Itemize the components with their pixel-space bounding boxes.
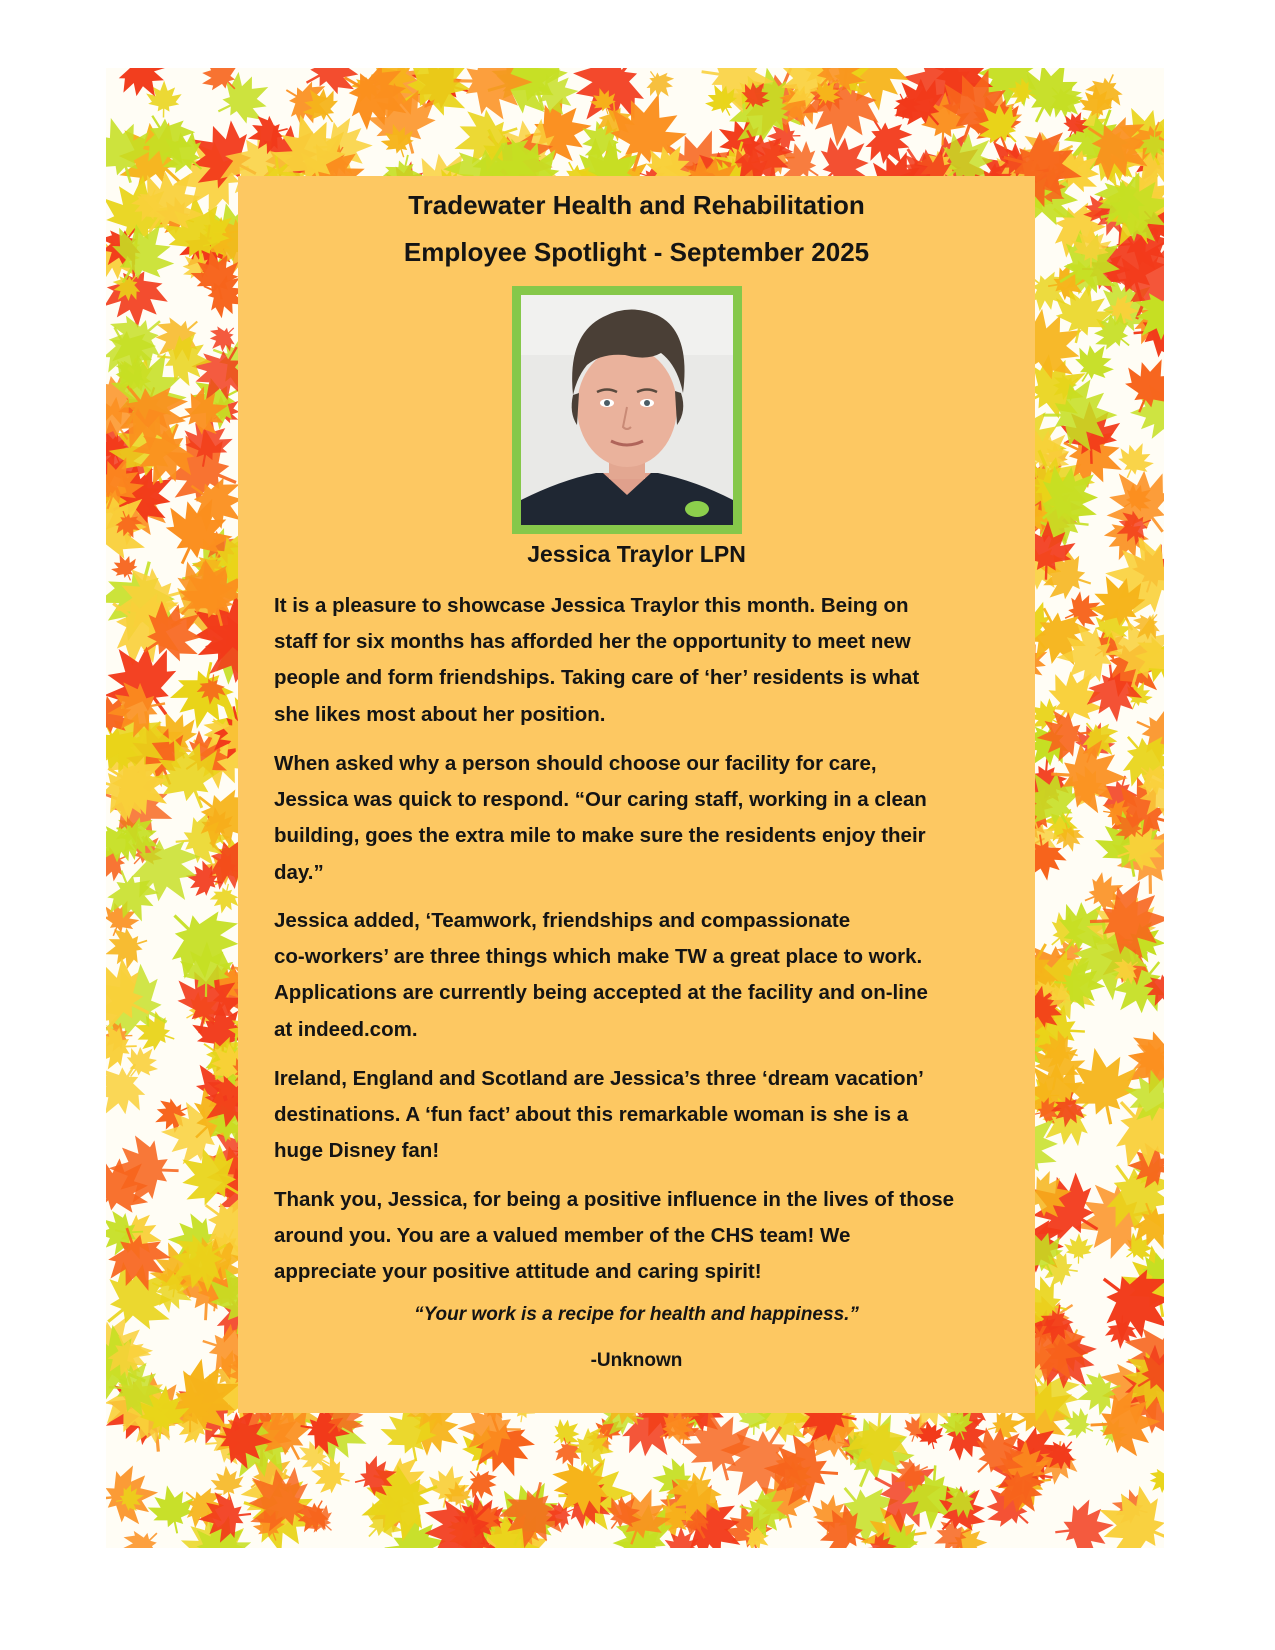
paragraph-line: staff for six months has afforded her the opportunity to meet new [274,630,911,654]
paragraph-line: When asked why a person should choose our facility for care, [274,752,877,775]
paragraph-line: at indeed.com. [274,1017,418,1041]
paragraph-line: destinations. A ‘fun fact’ about this remarkable woman is she is a [274,1103,909,1127]
paragraph-thank-you [274,1182,1004,1291]
paragraph-line: appreciate your positive attitude and caring spirit! [274,1260,762,1284]
paragraph-line: day.” [274,860,324,884]
paragraph-line: building, goes the extra mile to make sure the residents enjoy their [274,824,926,848]
paragraph-line: Jessica was quick to respond. “Our caring staff, working in a clean [274,788,927,812]
paragraph-intro [274,588,1004,733]
paragraph-line: Applications are currently being accepted at the facility and on-line [274,981,928,1005]
paragraph-line: It is a pleasure to showcase Jessica Traylor this month. Being on [274,594,909,617]
paragraph-fun-fact [274,1061,1004,1170]
paragraph-line: around you. You are a valued member of the CHS team! We [274,1224,851,1248]
photo-frame [512,286,742,534]
quote-author: -Unknown [590,1350,683,1371]
maple-leaf-icon [638,68,680,105]
facility-title: Tradewater Health and Rehabilitation [408,190,865,220]
maple-leaf-icon [1111,436,1160,486]
maple-leaf-icon [1142,1460,1164,1500]
maple-leaf-icon [106,920,154,974]
maple-leaf-icon [458,1460,505,1507]
paragraph-line: Ireland, England and Scotland are Jessica’s three ‘dream vacation’ [274,1067,924,1090]
paragraph-line: huge Disney fan! [274,1139,440,1163]
employee-portrait-icon [521,295,733,525]
maple-leaf-icon [1064,1233,1094,1264]
employee-name: Jessica Traylor LPN [527,541,746,567]
paragraph-why-choose [274,746,1004,891]
paragraph-line: people and form friendships. Taking care of ‘her’ residents is what [274,666,920,690]
paragraph-line: she likes most about her position. [274,702,606,726]
spotlight-panel [238,176,1035,1413]
spotlight-subtitle: Employee Spotlight - September 2025 [403,237,870,267]
maple-leaf-icon [113,1519,171,1548]
paragraph-line: Jessica added, ‘Teamwork, friendships and compassionate [274,909,851,932]
paragraph-line: Thank you, Jessica, for being a positive influence in the lives of those [274,1188,955,1211]
paragraph-line: co-workers’ are three things which make TW a great place to work. [274,945,923,969]
paragraph-teamwork [274,903,1004,1048]
maple-leaf-icon [1052,1497,1117,1548]
closing-quote: “Your work is a recipe for health and happiness.” [414,1304,859,1325]
